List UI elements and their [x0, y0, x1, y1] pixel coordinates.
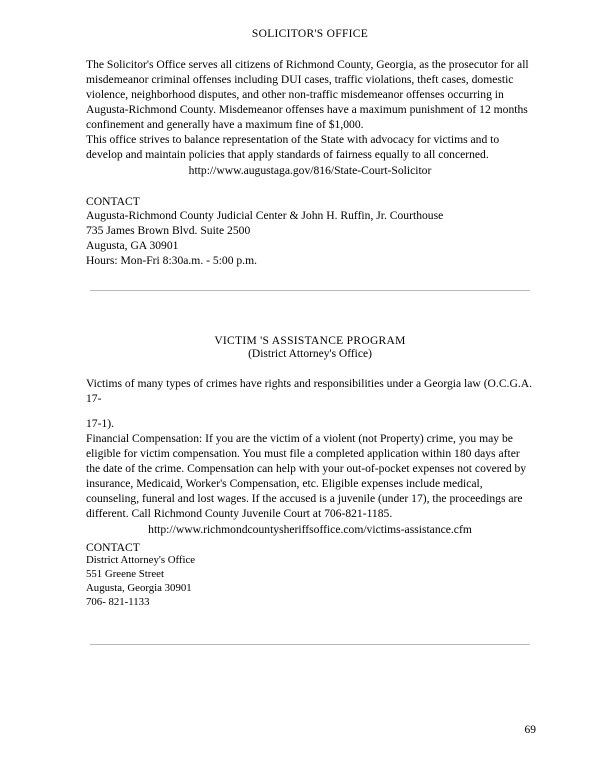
contact-line: Augusta, Georgia 30901	[86, 582, 192, 594]
paragraph: This office strives to balance representation of the State with advocacy for victims and to develop and maintain policies that apply standards of fairness equally to all concerned.	[86, 133, 500, 162]
contact-line: 735 James Brown Blvd. Suite 2500	[86, 223, 251, 237]
page-content	[86, 0, 534, 645]
section-victims-assistance-program	[86, 335, 534, 645]
section-solicitors-office	[86, 28, 534, 291]
contact-line: 706- 821-1133	[86, 595, 150, 608]
website-url[interactable]: http://www.richmondcountysheriffsoffice.com/victims-assistance.cfm	[148, 523, 472, 537]
section-spacer	[86, 291, 534, 335]
paragraph: Financial Compensation: If you are the victim of a violent (not Property) crime, you may be eligible for victim compensation. You must file a completed application within 180 days after the date of the crime. Compensation can help with your out-of-pocket expenses not covered by insurance, Medicaid, Worker's Compensation, etc. Eligible expenses include medical, counseling, funeral and lost wages. If the accused is a juvenile (under 17), the proceedings are different. Call Richmond County Juvenile Court at 706-821-1185.	[86, 431, 527, 521]
contact-line: 551 Greene Street	[86, 568, 164, 581]
contact-line: District Attorney's Office	[86, 554, 196, 567]
contact-line: Augusta-Richmond County Judicial Center & John H. Ruffin, Jr. Courthouse	[86, 208, 444, 222]
website-url[interactable]: http://www.augustaga.gov/816/State-Court-Solicitor	[188, 164, 432, 178]
section-subtitle: (District Attorney's Office)	[248, 347, 372, 360]
page-number: 69	[524, 724, 536, 736]
section-divider	[90, 644, 530, 645]
paragraph: The Solicitor's Office serves all citizens of Richmond County, Georgia, as the prosecutor for all misdemeanor criminal offenses including DUI cases, traffic violations, theft cases, domestic violence, neighborhood disputes, and other non-traffic misdemeanor offenses occurring in Augusta-Richmond County. Misdemeanor offenses have a maximum punishment of 12 months confinement and generally have a maximum fine of $1,000.	[86, 58, 529, 132]
section-title: SOLICITOR'S OFFICE	[251, 28, 369, 40]
contact-line: Hours: Mon-Fri 8:30a.m. - 5:00 p.m.	[86, 253, 258, 267]
contact-line: Augusta, GA 30901	[86, 238, 179, 252]
contact-heading: CONTACT	[86, 541, 140, 555]
paragraph: 17-1).	[86, 416, 115, 430]
section-title: VICTIM 'S ASSISTANCE PROGRAM	[214, 334, 406, 347]
paragraph: Victims of many types of crimes have rights and responsibilities under a Georgia law (O.C.G.A. 17-	[86, 376, 532, 405]
contact-heading: CONTACT	[86, 194, 140, 208]
